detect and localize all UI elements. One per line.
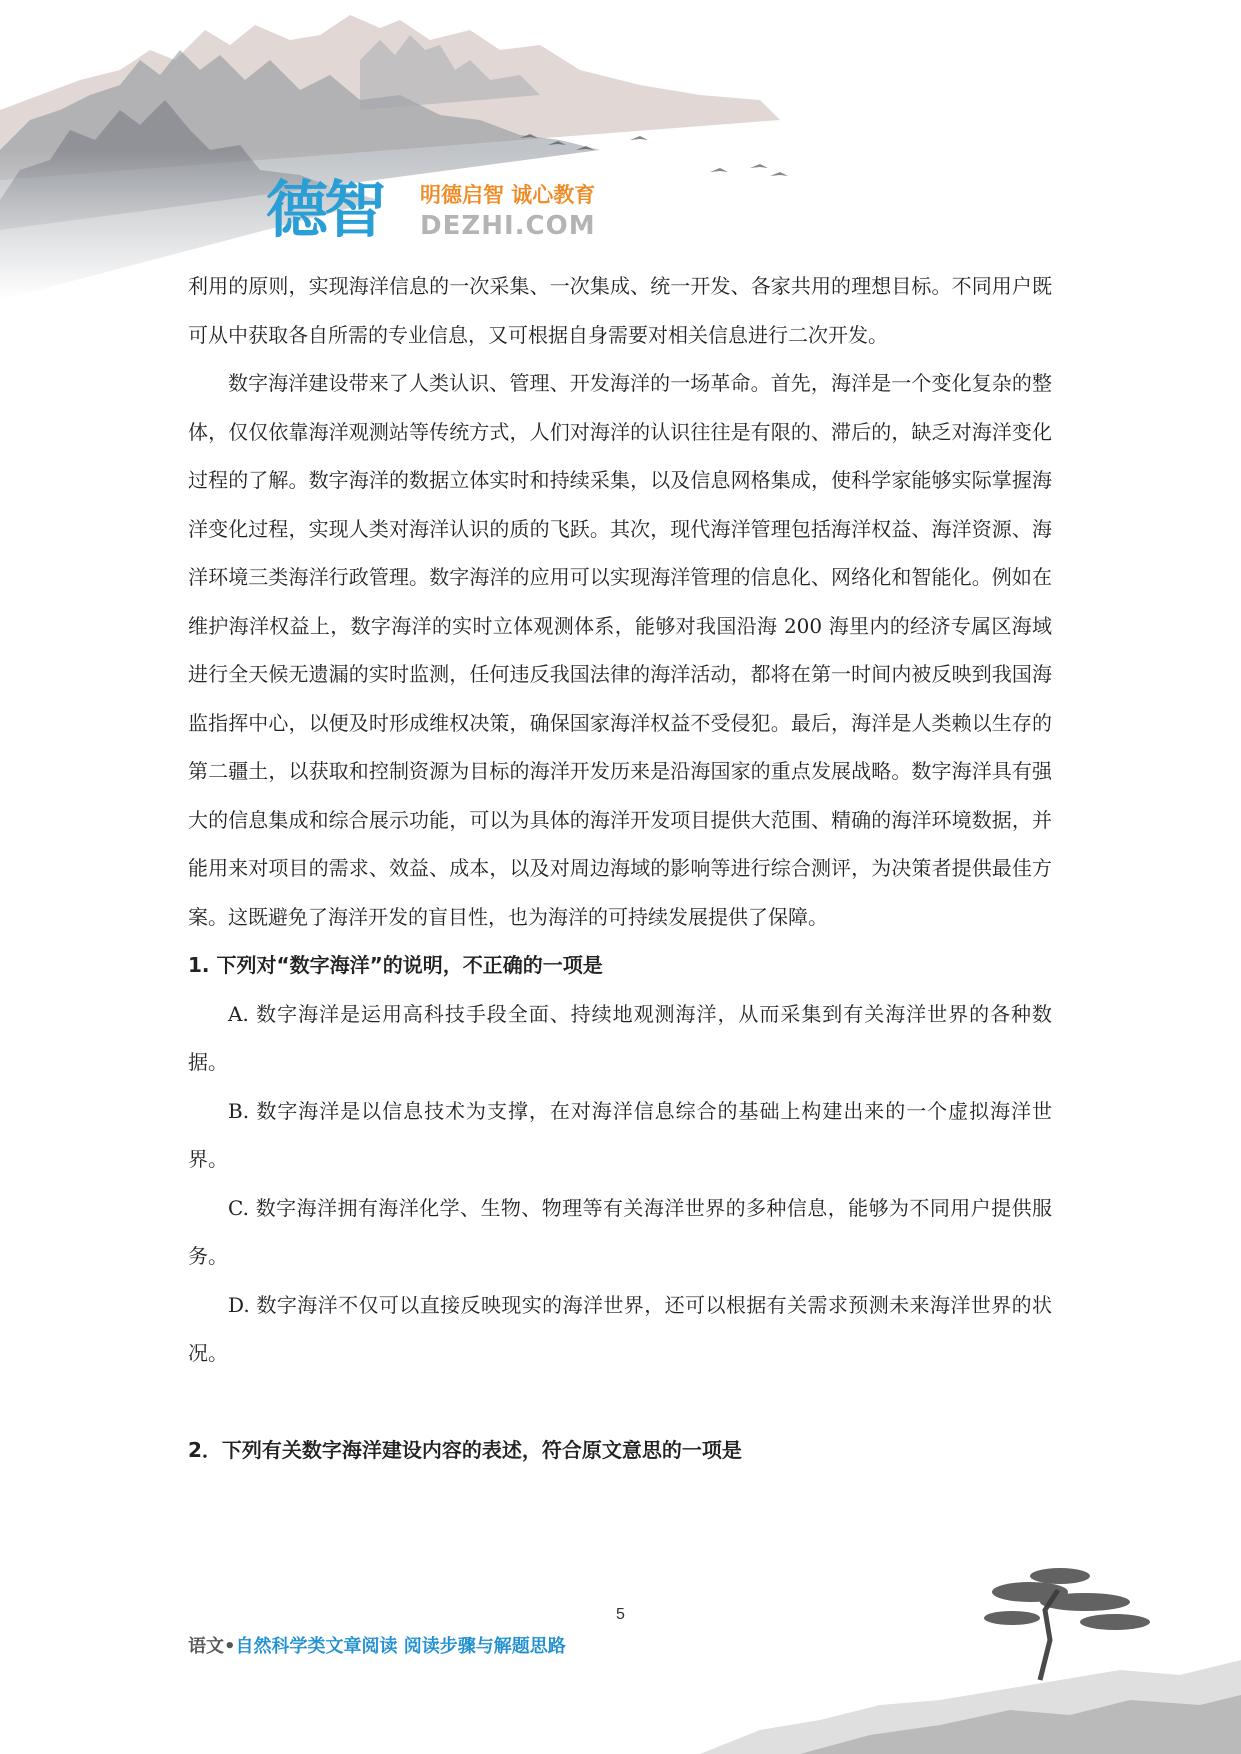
page-number: 5 (616, 1606, 625, 1623)
mountain-landscape-header-art (0, 0, 1241, 300)
passage-paragraph: 数字海洋建设带来了人类认识、管理、开发海洋的一场革命。首先，海洋是一个变化复杂的整体，仅仅依靠海洋观测站等传统方式，人们对海洋的认识往往是有限的、滞后的，缺乏对海洋变化过程的了解。数字海洋的数据立体实时和持续采集，以及信息网格集成，使科学家能够实际掌握海洋变化过程，实现人类对海洋认识的质的飞跃。其次，现代海洋管理包括海洋权益、海洋资源、海洋环境三类海洋行政管理。数字海洋的应用可以实现海洋管理的信息化、网络化和智能化。例如在维护海洋权益上，数字海洋的实时立体观测体系，能够对我国沿海 200 海里内的经济专属区海域进行全天候无遗漏的实时监测，任何违反我国法律的海洋活动，都将在第一时间内被反映到我国海监指挥中心，以便及时形成维权决策，确保国家海洋权益不受侵犯。最后，海洋是人类赖以生存的第二疆土，以获取和控制资源为目标的海洋开发历来是沿海国家的重点发展战略。数字海洋具有强大的信息集成和综合展示功能，可以为具体的海洋开发项目提供大范围、精确的海洋环境数据，并能用来对项目的需求、效益、成本，以及对周边海域的影响等进行综合测评，为决策者提供最佳方案。这既避免了海洋开发的盲目性，也为海洋的可持续发展提供了保障。 (188, 371, 1052, 929)
question-1-option-d: D. 数字海洋不仅可以直接反映现实的海洋世界，还可以根据有关需求预测未来海洋世界的状况。 (188, 1292, 1052, 1365)
footer-label (188, 1632, 566, 1658)
logo-mark: 德智 (266, 173, 383, 246)
logo-slogan: 明德启智 诚心教育 (420, 183, 596, 207)
passage-paragraph-continued: 利用的原则，实现海洋信息的一次采集、一次集成、统一开发、各家共用的理想目标。不同用户既可从中获取各自所需的专业信息，又可根据自身需要对相关信息进行二次开发。 (188, 274, 1052, 347)
question-1-option-b: B. 数字海洋是以信息技术为支撑，在对海洋信息综合的基础上构建出来的一个虚拟海洋世界。 (188, 1098, 1052, 1171)
document-body (188, 262, 1052, 1474)
question-1-option-a: A. 数字海洋是运用高科技手段全面、持续地观测海洋，从而采集到有关海洋世界的各种数据。 (188, 1001, 1052, 1074)
question-2-stem: 2．下列有关数字海洋建设内容的表述，符合原文意思的一项是 (188, 1437, 742, 1462)
blank-spacer (188, 1378, 1052, 1426)
pine-tree-footer-art (700, 1530, 1241, 1754)
question-1-stem: 1. 下列对“数字海洋”的说明，不正确的一项是 (188, 953, 603, 977)
question-1-option-c: C. 数字海洋拥有海洋化学、生物、物理等有关海洋世界的多种信息，能够为不同用户提供服务。 (188, 1195, 1052, 1268)
dezhi-logo (266, 175, 626, 245)
logo-domain: DEZHI.COM (420, 211, 596, 241)
footer-subject: 语文• (188, 1636, 236, 1657)
footer-topic: 自然科学类文章阅读 阅读步骤与解题思路 (235, 1636, 566, 1657)
